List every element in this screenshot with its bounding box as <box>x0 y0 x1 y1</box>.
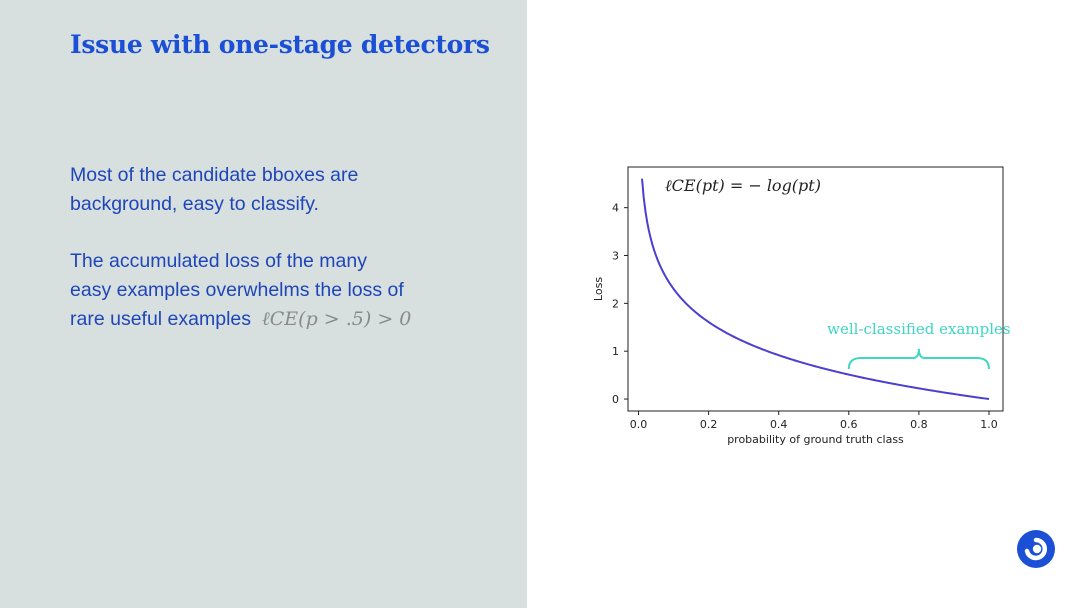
annotation-label: well-classified examples <box>827 320 1011 338</box>
paragraph-easy-bboxes <box>70 161 500 219</box>
para2-line2: easy examples overwhelms the loss of <box>70 279 404 301</box>
loss-chart-svg <box>580 150 1020 460</box>
para1-line2: background, easy to classify. <box>70 193 319 215</box>
x-tick-label: 0.0 <box>629 418 648 431</box>
y-tick-label: 0 <box>612 393 619 407</box>
paragraph-accumulated-loss <box>70 247 500 334</box>
y-tick-label: 3 <box>612 249 619 263</box>
para2-line3 <box>70 305 500 334</box>
x-tick-label: 0.2 <box>699 418 718 431</box>
plot-frame <box>628 167 1003 411</box>
y-tick-label: 2 <box>612 297 619 311</box>
para2-formula: ℓCE(p > .5) > 0 <box>261 308 412 330</box>
circle-swirl-logo-icon <box>1016 529 1056 569</box>
para2-line1: The accumulated loss of the many <box>70 250 367 272</box>
y-tick-label: 4 <box>612 201 619 215</box>
y-tick-label: 1 <box>612 345 619 359</box>
x-tick-label: 0.4 <box>769 418 788 431</box>
x-tick-label: 1.0 <box>980 418 998 431</box>
x-axis-label: probability of ground truth class <box>727 433 904 446</box>
loss-chart <box>580 150 1020 460</box>
para1-line1: Most of the candidate bboxes are <box>70 164 359 186</box>
chart-formula-label: ℓCE(pt) = − log(pt) <box>665 176 821 195</box>
y-axis-label: Loss <box>592 276 605 302</box>
x-tick-label: 0.8 <box>910 418 928 431</box>
x-tick-label: 0.6 <box>840 418 858 431</box>
para2-line3-text: rare useful examples <box>70 308 252 330</box>
slide-title: Issue with one-stage detectors <box>70 30 490 59</box>
